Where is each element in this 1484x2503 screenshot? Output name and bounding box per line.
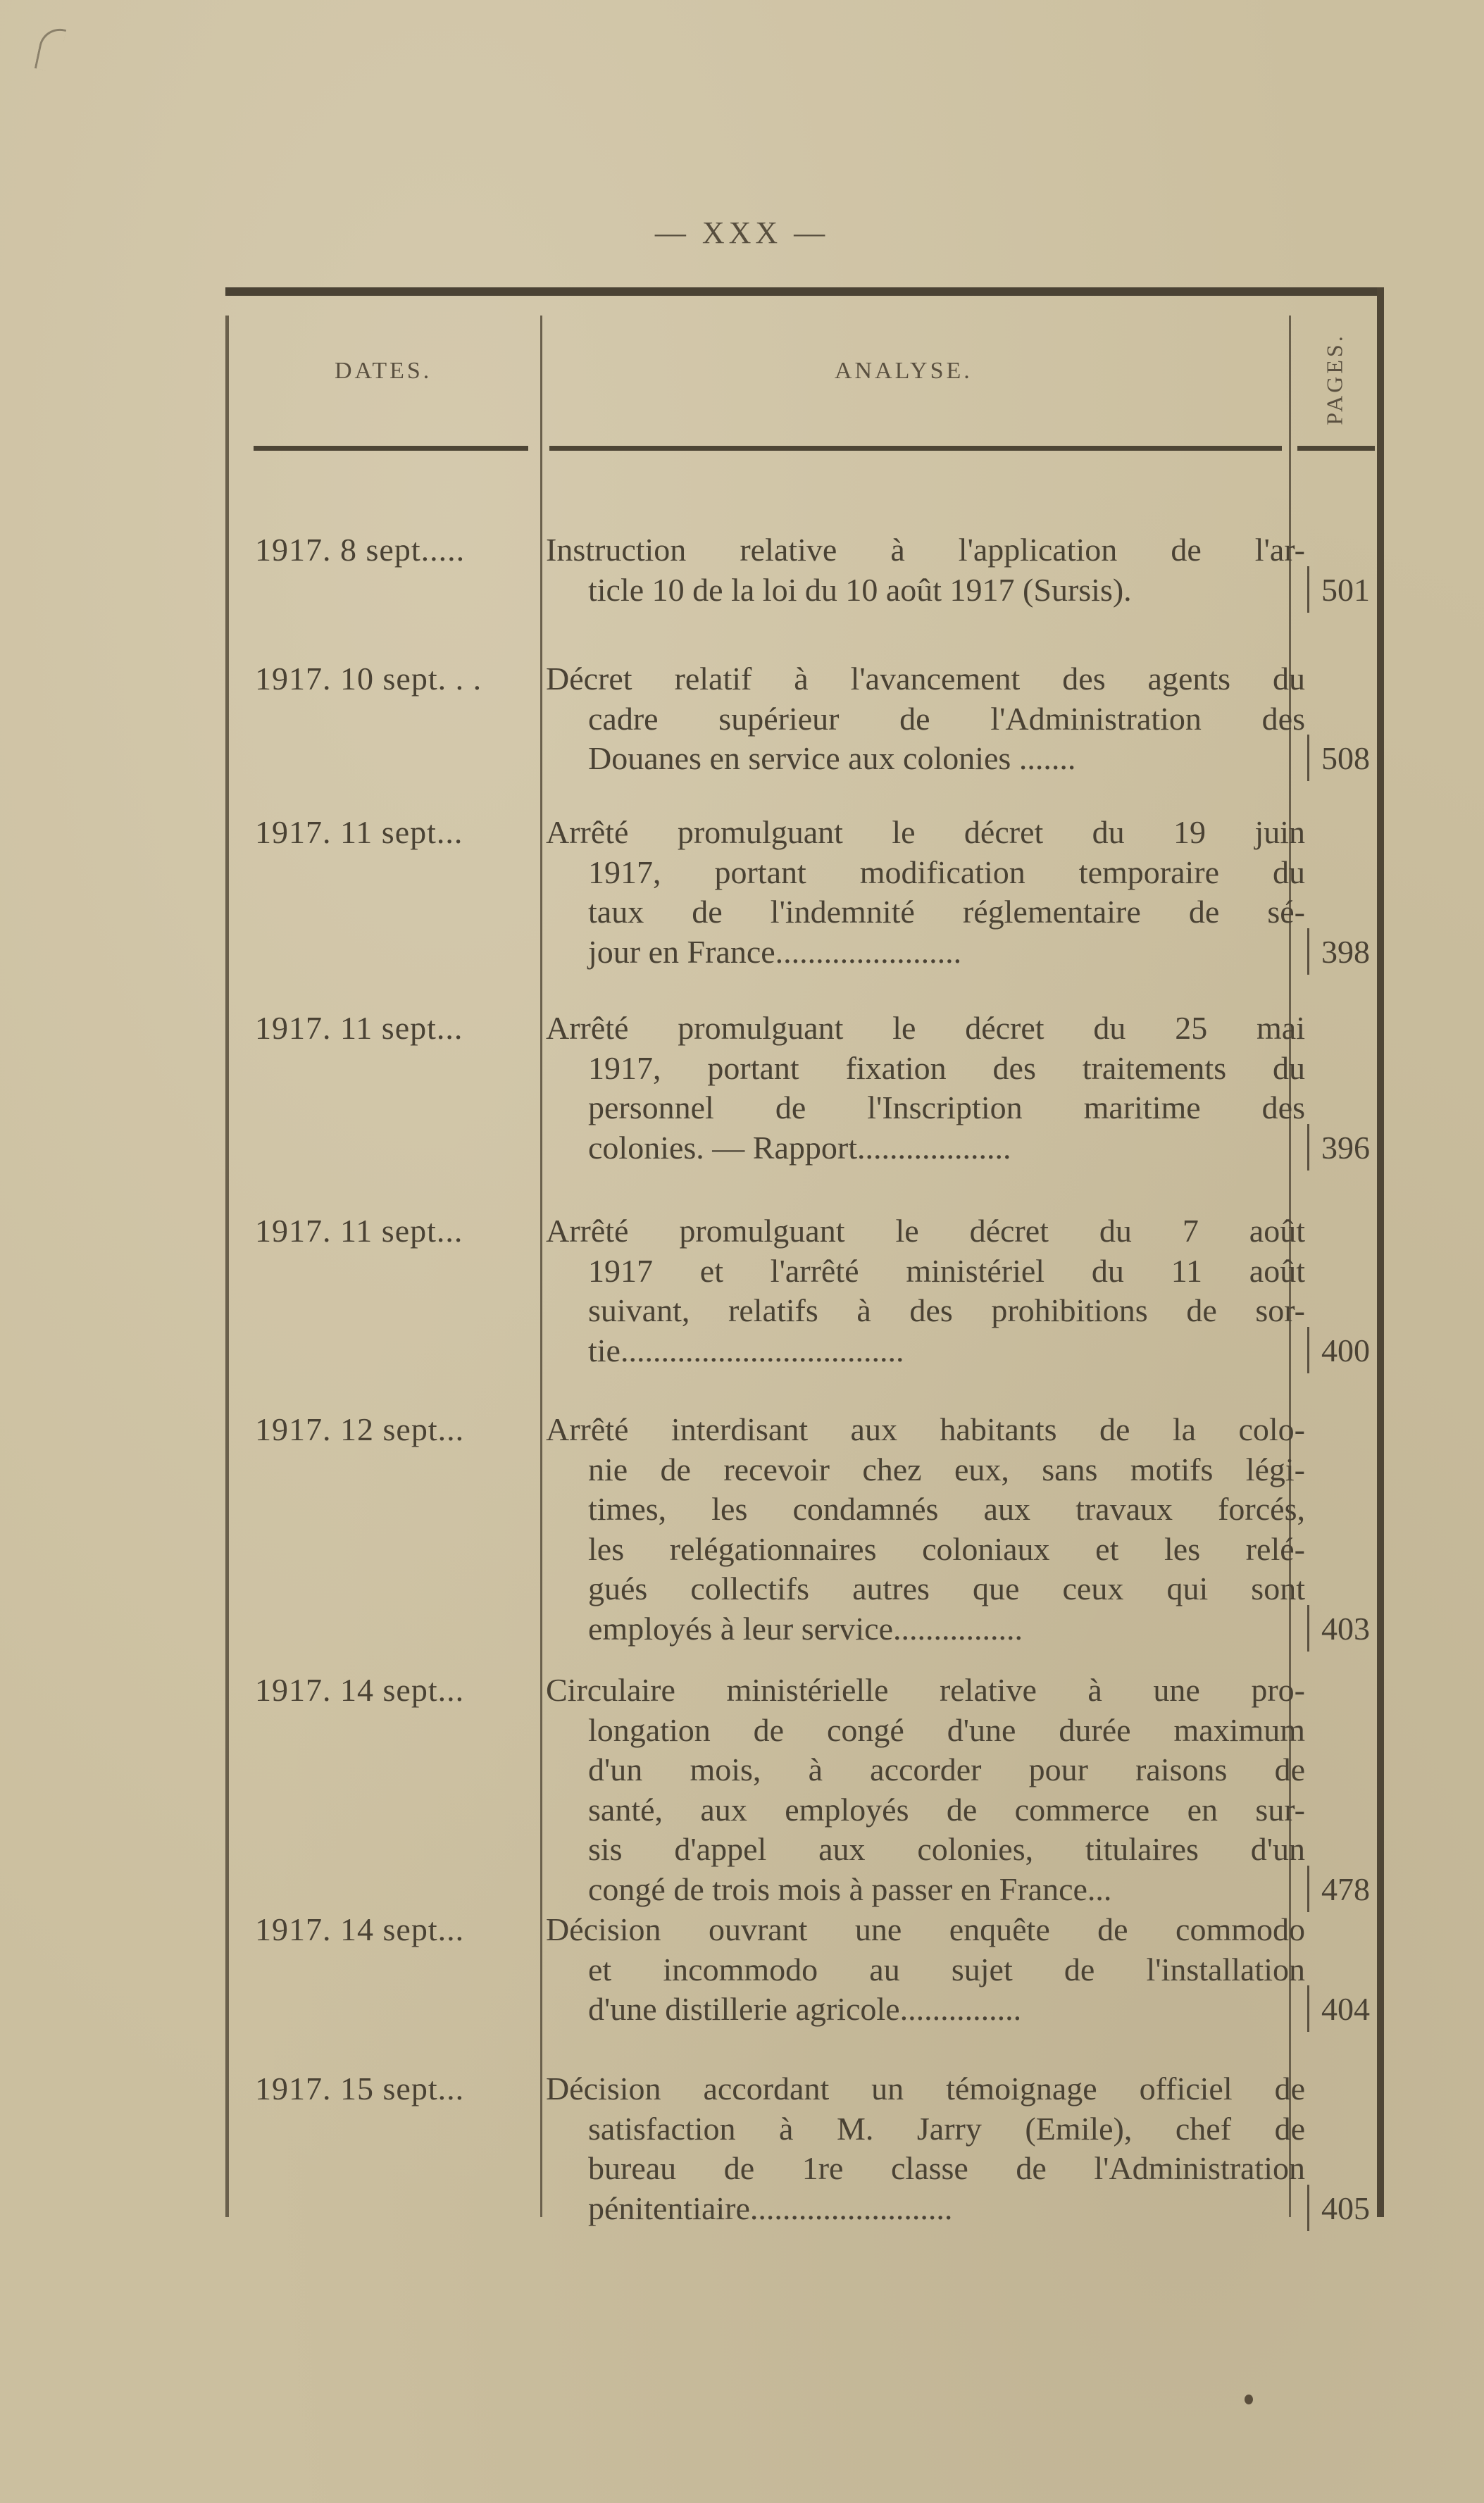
analysis-line: et incommodo au sujet de l'installation xyxy=(588,1951,1305,1987)
column-header-pages-label: PAGES. xyxy=(1321,332,1347,425)
entry-date: 1917. 14 sept... xyxy=(255,1911,465,1947)
analysis-line: suivant, relatifs à des prohibitions de sor- xyxy=(588,1292,1305,1328)
top-rule xyxy=(225,287,1384,296)
entry-page-number: 501 xyxy=(1321,570,1370,610)
column-header-analyse: ANALYSE. xyxy=(835,358,973,384)
analysis-line: Arrêté promulguant le décret du 25 mai xyxy=(546,1010,1305,1046)
entry-page-number: 403 xyxy=(1321,1609,1370,1649)
analysis-line: Instruction relative à l'application de l'ar- xyxy=(546,532,1305,568)
page-corner-mark xyxy=(35,25,66,73)
analysis-line: Arrêté interdisant aux habitants de la colo- xyxy=(546,1411,1305,1447)
analysis-line: Décision ouvrant une enquête de commodo xyxy=(546,1911,1305,1947)
header-rule-analyse xyxy=(549,446,1282,451)
analysis-line: Décret relatif à l'avancement des agents du xyxy=(546,661,1305,697)
entry-page-number: 508 xyxy=(1321,739,1370,778)
analysis-line: Arrêté promulguant le décret du 7 août xyxy=(546,1213,1305,1249)
analysis-line: 1917 et l'arrêté ministériel du 11 août xyxy=(588,1252,1305,1289)
entry-date: 1917. 15 sept... xyxy=(255,2071,465,2106)
analysis-line: jour en France....................... xyxy=(588,933,962,970)
index-table xyxy=(225,287,1384,2226)
analysis-line: employés à leur service................ xyxy=(588,1610,1023,1647)
header-rule-dates xyxy=(254,446,528,451)
analysis-line: gués collectifs autres que ceux qui sont xyxy=(588,1571,1305,1606)
analysis-line: nie de recevoir chez eux, sans motifs légi- xyxy=(588,1451,1305,1487)
column-divider-dates xyxy=(540,316,542,2217)
analysis-line: santé, aux employés de commerce en sur- xyxy=(588,1791,1305,1828)
entry-page-number: 404 xyxy=(1321,1990,1370,2029)
entry-date: 1917. 11 sept... xyxy=(255,1213,463,1249)
entry-analysis xyxy=(546,1211,1305,1371)
analysis-line: Décision accordant un témoignage officiel de xyxy=(546,2071,1305,2106)
entry-page-number: 396 xyxy=(1321,1128,1370,1168)
analysis-line: colonies. — Rapport................... xyxy=(588,1129,1011,1166)
entry-date: 1917. 11 sept... xyxy=(255,1010,463,1046)
entry-page-number: 478 xyxy=(1321,1870,1370,1909)
analysis-line: times, les condamnés aux travaux forcés, xyxy=(588,1491,1305,1527)
page-header: — XXX — xyxy=(654,216,830,250)
entry-page-number: 398 xyxy=(1321,932,1370,972)
analysis-line: cadre supérieur de l'Administration des xyxy=(588,700,1305,737)
column-header-dates: DATES. xyxy=(335,358,432,384)
analysis-line: 1917, portant fixation des traitements du xyxy=(588,1049,1305,1086)
entry-date: 1917. 10 sept. . . xyxy=(255,661,482,697)
analysis-line: bureau de 1re classe de l'Administration xyxy=(588,2150,1305,2186)
entry-page-number: 405 xyxy=(1321,2189,1370,2228)
entry-date: 1917. 14 sept... xyxy=(255,1672,465,1708)
entry-analysis xyxy=(546,530,1305,610)
analysis-line: les relégationnaires coloniaux et les relé- xyxy=(588,1530,1305,1567)
analysis-line: personnel de l'Inscription maritime des xyxy=(588,1090,1305,1125)
ink-dot xyxy=(1245,2395,1253,2404)
entry-date: 1917. 12 sept... xyxy=(255,1411,465,1447)
analysis-line: tie................................... xyxy=(588,1332,904,1368)
entry-analysis xyxy=(546,813,1305,972)
entry-analysis xyxy=(546,1671,1305,1909)
column-header-pages xyxy=(1307,330,1363,428)
analysis-line: congé de trois mois à passer en France... xyxy=(588,1871,1112,1907)
analysis-line: Arrêté promulguant le décret du 19 juin xyxy=(546,814,1305,850)
analysis-line: Circulaire ministérielle relative à une pro- xyxy=(546,1672,1305,1708)
entry-date: 1917. 11 sept... xyxy=(255,814,463,850)
entry-page-number: 400 xyxy=(1321,1331,1370,1371)
analysis-line: sis d'appel aux colonies, titulaires d'un xyxy=(588,1831,1305,1867)
analysis-line: d'un mois, à accorder pour raisons de xyxy=(588,1752,1305,1787)
analysis-line: taux de l'indemnité réglementaire de sé- xyxy=(588,894,1305,930)
analysis-line: d'une distillerie agricole............... xyxy=(588,1991,1022,2027)
entry-analysis xyxy=(546,1910,1305,2030)
entry-analysis xyxy=(546,1009,1305,1168)
entry-analysis xyxy=(546,1410,1305,1649)
analysis-line: ticle 10 de la loi du 10 août 1917 (Sursis). xyxy=(588,571,1132,608)
analysis-line: pénitentiaire......................... xyxy=(588,2190,953,2226)
analysis-line: 1917, portant modification temporaire du xyxy=(588,854,1305,890)
right-rule xyxy=(1377,287,1384,2217)
entry-date: 1917. 8 sept..... xyxy=(255,532,466,568)
analysis-line: longation de congé d'une durée maximum xyxy=(588,1711,1305,1748)
entry-analysis xyxy=(546,659,1305,779)
analysis-line: satisfaction à M. Jarry (Emile), chef de xyxy=(588,2110,1305,2147)
entry-analysis xyxy=(546,2069,1305,2228)
analysis-line: Douanes en service aux colonies ....... xyxy=(588,740,1076,776)
header-rule-pages xyxy=(1297,446,1375,451)
left-rule xyxy=(225,316,229,2217)
